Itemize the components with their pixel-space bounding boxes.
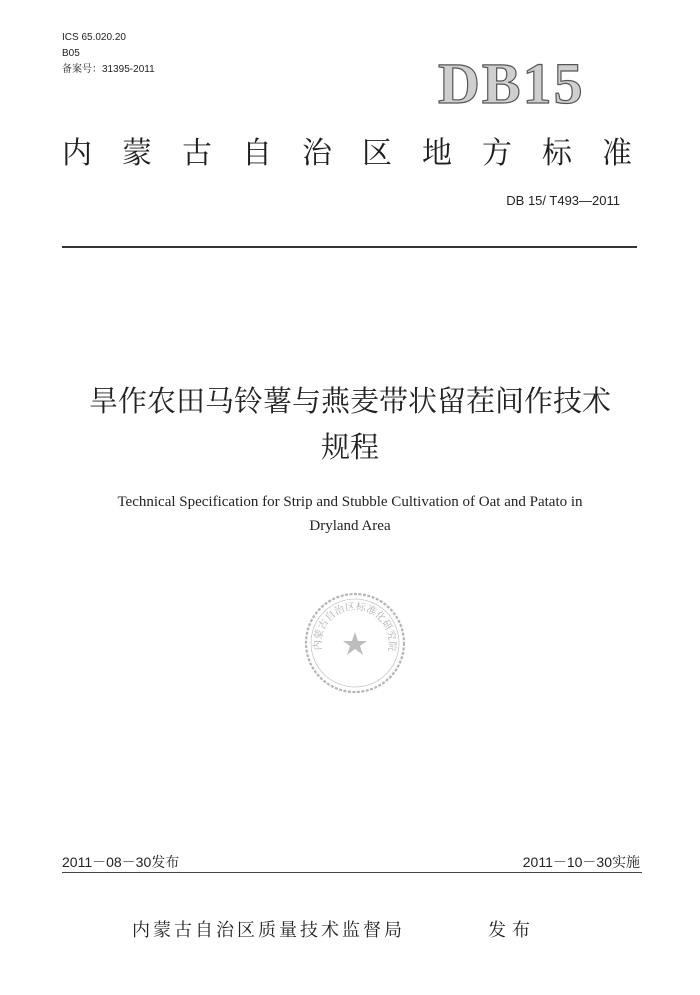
english-title: [60, 490, 640, 538]
org-title-char: 方: [482, 136, 512, 171]
top-divider: [62, 246, 637, 248]
seal-star-icon: [343, 632, 367, 655]
org-title: [62, 136, 632, 172]
org-title-char: 内: [62, 136, 92, 171]
record-number: 备案号：31395-2011: [62, 64, 155, 75]
release-label: 发布: [488, 920, 536, 941]
org-title-char: 准: [602, 136, 632, 171]
class-code: B05: [62, 48, 80, 59]
publisher-name: 内蒙古自治区质量技术监督局: [132, 920, 405, 941]
org-title-char: 标: [542, 136, 572, 171]
chinese-title: [30, 378, 670, 470]
seal-text: 内蒙古自治区标准化研究院: [312, 601, 398, 652]
english-title-line-1: Technical Specification for Strip and Stubble Cultivation of Oat and Patato in: [117, 494, 583, 510]
implementation-date: 2011－10－30实施: [522, 854, 640, 870]
org-title-char: 蒙: [122, 136, 152, 171]
standard-number: DB 15/ T493—2011: [506, 193, 620, 208]
english-title-line-2: Dryland Area: [309, 518, 391, 534]
classification-meta: [62, 30, 155, 78]
org-title-char: 地: [422, 136, 452, 171]
org-title-char: 自: [242, 136, 272, 171]
issue-date: 2011－08－30发布: [62, 854, 180, 870]
db15-logo: DB15: [438, 51, 585, 116]
org-title-char: 治: [302, 136, 332, 171]
chinese-title-line-2: 规程: [320, 430, 379, 464]
bottom-divider: [62, 872, 642, 873]
org-title-char: 古: [182, 136, 212, 171]
org-title-char: 区: [362, 136, 392, 171]
ics-code: ICS 65.020.20: [62, 32, 126, 43]
official-seal-stamp: [302, 590, 408, 696]
chinese-title-line-1: 旱作农田马铃薯与燕麦带状留茬间作技术: [88, 384, 611, 418]
